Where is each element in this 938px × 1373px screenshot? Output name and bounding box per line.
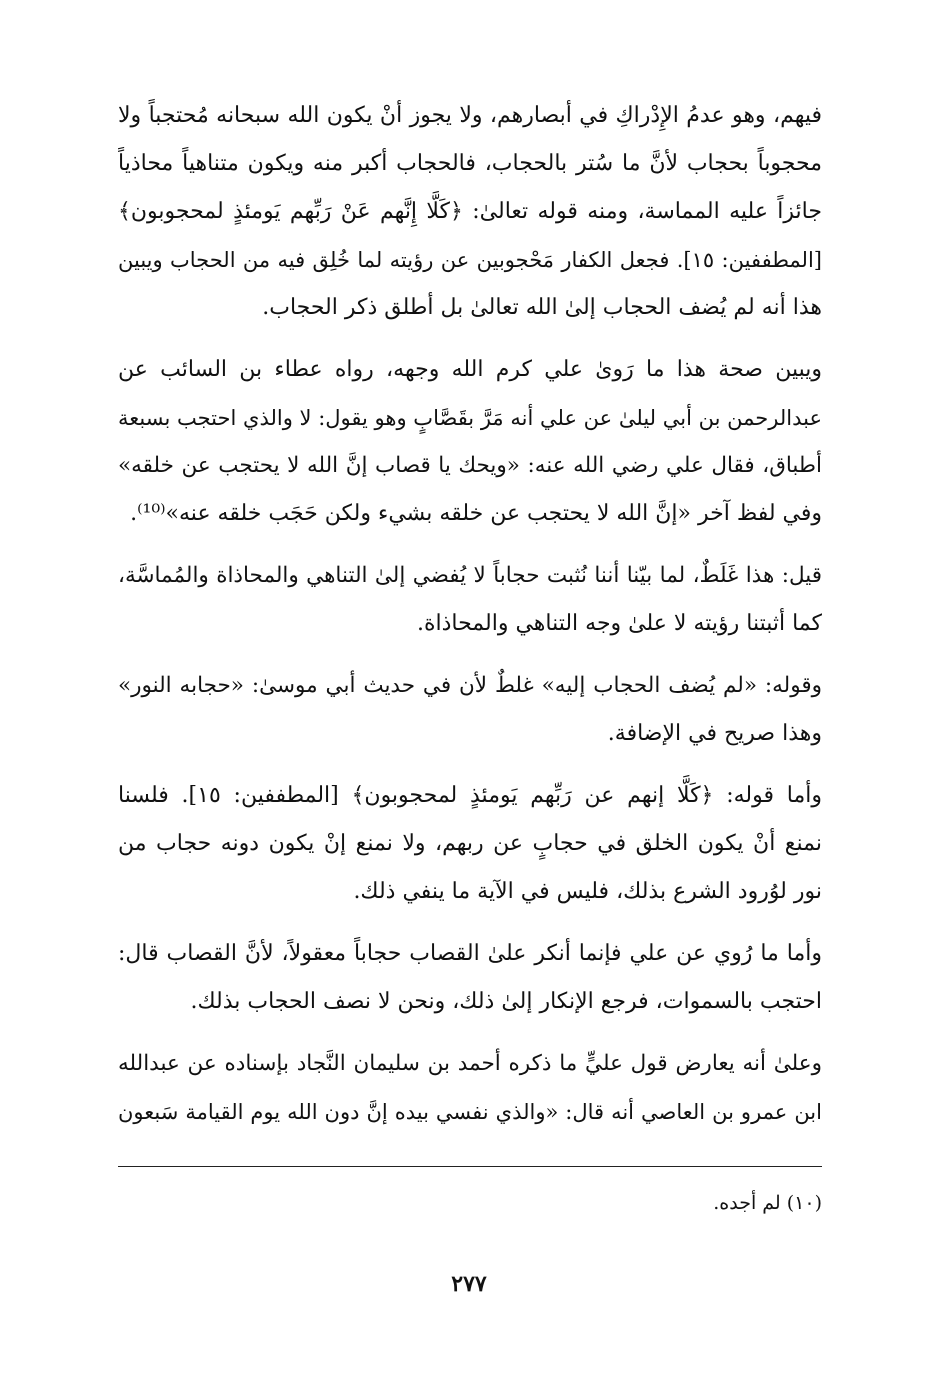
- text-line: فيهم، وهو عدمُ الإِدْراكِ في أبصارهم، ولا يجوز أنْ يكون الله سبحانه مُحتجباً ولا: [118, 103, 822, 128]
- text-line: ابن عمرو بن العاصي أنه قال: «والذي نفسي بيده إنَّ دون الله يوم القيامة سَبعون: [118, 1100, 822, 1124]
- text-line: كما أثبتنا رؤيته لا علىٰ وجه التناهي والمحاذاة.: [416, 611, 822, 636]
- text-line: نور لوُرود الشرع بذلك، فليس في الآية ما ينفي ذلك.: [353, 879, 822, 904]
- text-line: محجوباً بحجاب لأنَّ ما سُتر بالحجاب، فالحجاب أكبر منه ويكون متناهياً محاذياً: [118, 151, 822, 176]
- footnote: (١٠) لم أجده.: [713, 1192, 822, 1214]
- text-line: وعلىٰ أنه يعارض قول عليٍّ ما ذكره أحمد بن سليمان النَّجاد بإسناده عن عبدالله: [118, 1051, 822, 1076]
- text-line: وقوله: «لم يُضف الحجاب إليه» غلطٌ لأن في حديث أبي موسىٰ: «حجابه النور»: [118, 673, 822, 698]
- paragraph-5: [118, 772, 822, 916]
- text-line: وهذا صريح في الإضافة.: [607, 721, 822, 746]
- paragraph-4: [118, 662, 822, 758]
- text-line: أطباق، فقال علي رضي الله عنه: «ويحك يا قصاب إنَّ الله لا يحتجب عن خلقه»: [118, 453, 822, 478]
- paragraph-7: [118, 1040, 822, 1136]
- page-number: ٢٧٧: [451, 1271, 487, 1297]
- text-line: جائزاً عليه المماسة، ومنه قوله تعالىٰ: ﴿كَلَّا إِنَّهم عَنْ رَبِّهم يَومئذٍ لمحجوبون﴾: [118, 199, 822, 224]
- paragraph-3: [118, 552, 822, 648]
- footnote-divider: [118, 1166, 822, 1167]
- paragraph-1: [118, 92, 822, 332]
- text-line: هذا أنه لم يُضف الحجاب إلىٰ الله تعالىٰ بل أطلق ذكر الحجاب.: [262, 295, 822, 320]
- main-text: [118, 92, 822, 1136]
- text-line: [المطففين: ١٥]. فجعل الكفار مَحْجوبين عن رؤيته لما خُلِق فيه من الحجاب ويبين: [118, 248, 822, 272]
- paragraph-6: [118, 930, 822, 1026]
- text-line: احتجب بالسموات، فرجع الإنكار إلىٰ ذلك، ونحن لا نصف الحجاب بذلك.: [190, 989, 822, 1014]
- text-line: وفي لفظ آخر «إنَّ الله لا يحتجب عن خلقه بشيء ولكن حَجَب خلقه عنه»⁽¹⁰⁾.: [130, 501, 822, 526]
- text-line: نمنع أنْ يكون الخلق في حجابٍ عن ربهم، ولا نمنع إنْ يكون دونه حجاب من: [118, 831, 822, 856]
- text-line: ويبين صحة هذا ما رَوىٰ علي كرم الله وجهه، رواه عطاء بن السائب عن: [118, 357, 822, 382]
- text-line: وأما ما رُوي عن علي فإنما أنكر علىٰ القصاب حجاباً معقولاً، لأنَّ القصاب قال:: [118, 941, 822, 966]
- text-line: عبدالرحمن بن أبي ليلىٰ عن علي أنه مَرَّ بقَصَّابٍ وهو يقول: لا والذي احتجب بسبعة: [118, 406, 822, 430]
- text-line: قيل: هذا غَلَطٌ، لما بيّنا أننا نُثبت حجاباً لا يُفضي إلىٰ التناهي والمحاذاة والمُماسَّة،: [118, 563, 822, 588]
- paragraph-2: [118, 346, 822, 538]
- text-line: وأما قوله: ﴿كَلَّا إنهم عن رَبِّهم يَومئذٍ لمحجوبون﴾ [المطففين: ١٥]. فلسنا: [118, 783, 822, 808]
